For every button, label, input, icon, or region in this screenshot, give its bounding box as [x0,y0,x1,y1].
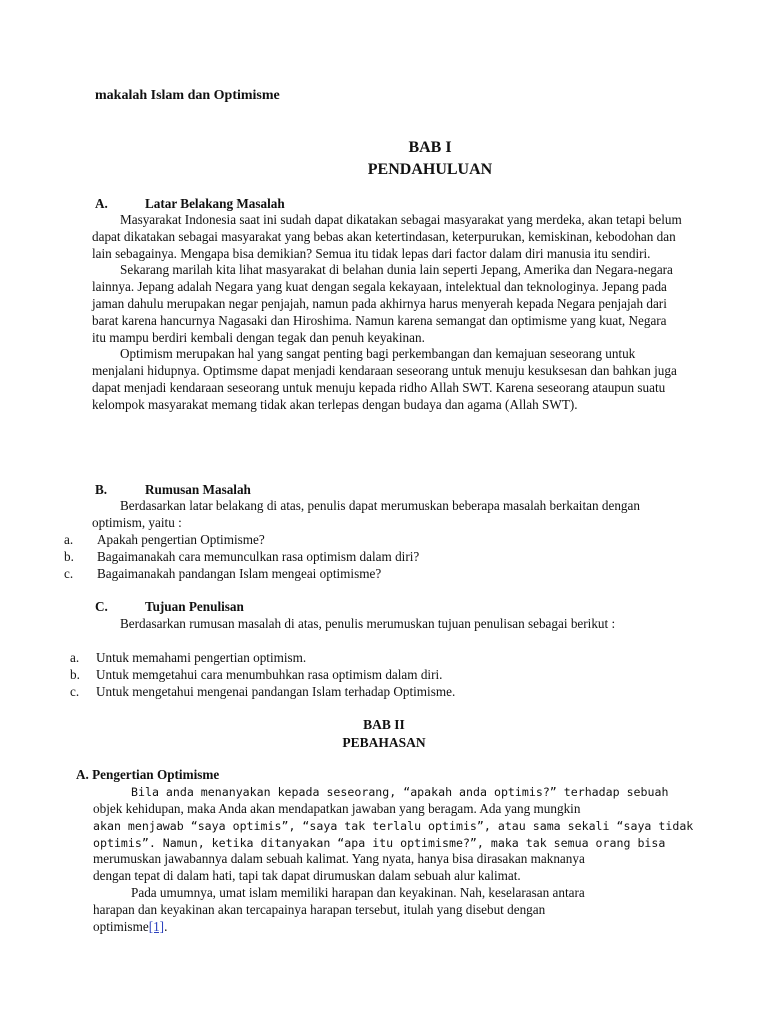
list-item: Apakah pengertian Optimisme? [97,532,265,547]
list-item: Bagaimanakah cara memunculkan rasa optimism dalam diri? [97,549,420,564]
list-item-label: c. [70,684,80,699]
section-b-letter: B. [95,482,108,497]
section-b-heading: Rumusan Masalah [145,482,251,497]
section-a-body [92,212,682,414]
text-line: harapan dan keyakinan akan tercapainya harapan tersebut, itulah yang disebut dengan [93,902,546,917]
text-line-last [93,919,167,936]
list-item-label: b. [64,549,74,564]
document-title: makalah Islam dan Optimisme [95,88,280,103]
paragraph: Sekarang marilah kita lihat masyarakat di belahan dunia lain seperti Jepang, Amerika dan Negara-negara lainnya. Jepang adalah Negara yang kuat dengan segala kekayaan, intelektual dan teknologinya. Jepang pada jaman dahulu merupakan negar penjajah, namun pada akhirnya harus menyerah kepada Negara penjajah dari barat karena hancurnya Nagasaki dan Hiroshima. Namun karena semangat dan optimisme yang kuat, Negara itu mampu berdiri kembali dengan tegak dan penuh keyakinan. [92,262,673,345]
text-line: optimis”. Namun, ketika ditanyakan “apa itu optimisme?”, maka tak semua orang bisa [93,836,666,850]
text-line: objek kehidupan, maka Anda akan mendapatkan jawaban yang beragam. Ada yang mungkin [93,801,581,816]
list-item: Untuk memgetahui cara menumbuhkan rasa optimism dalam diri. [96,667,443,682]
text-line: Pada umumnya, umat islam memiliki harapan dan keyakinan. Nah, keselarasan antara [131,885,585,900]
text-line: Bila anda menanyakan kepada seseorang, “apakah anda optimis?” terhadap sebuah [131,785,669,799]
section-b-intro [92,498,682,532]
list-item-label: a. [70,650,80,665]
paragraph: Optimism merupakan hal yang sangat penting bagi perkembangan dan kemajuan seseorang untuk menjalani hidupnya. Optimsme dapat menjadi kendaraan seseorang untuk menuju kesuksesan dan bahkan juga dapat menjadi kendaraan seseorang untuk menuju kepada ridho Allah SWT. Karena seseorang ataupun suatu kelompok masyarakat memang tidak akan terlepas dengan budaya dan agama (Allah SWT). [92,346,677,412]
paragraph: Berdasarkan rumusan masalah di atas, penulis merumuskan tujuan penulisan sebagai berikut : [120,616,616,631]
chapter-1-title: PENDAHULUAN [367,161,493,178]
chapter-1-number: BAB I [408,139,452,156]
list-item-label: a. [64,532,74,547]
section-a2-heading: A. Pengertian Optimisme [76,767,220,782]
text-line: merumuskan jawabannya dalam sebuah kalimat. Yang nyata, hanya bisa dirasakan maknanya [93,851,585,866]
list-item-label: c. [64,566,74,581]
text-line: akan menjawab “saya optimis”, “saya tak terlalu optimis”, atau sama sekali “saya tidak [93,819,694,833]
list-item: Bagaimanakah pandangan Islam mengeai optimisme? [97,566,382,581]
footnote-link[interactable]: [1] [148,919,165,934]
list-item: Untuk mengetahui mengenai pandangan Islam terhadap Optimisme. [96,684,456,699]
section-a-heading: Latar Belakang Masalah [145,196,285,211]
list-item: Untuk memahami pengertian optimism. [96,650,307,665]
chapter-2-title: PEBAHASAN [342,735,426,750]
section-c-letter: C. [95,599,108,614]
paragraph: Masyarakat Indonesia saat ini sudah dapat dikatakan sebagai masyarakat yang merdeka, akan tetapi belum dapat dikatakan sebagai masyarakat yang bebas akan ketertindasan, keterpurukan, kemiskinan, kebodohan dan lain sebagainya. Mengapa bisa demikian? Semua itu tidak lepas dari factor dalam diri manusia itu sendiri. [92,212,682,261]
chapter-2-number: BAB II [363,717,405,732]
text-line: dengan tepat di dalam hati, tapi tak dapat dirumuskan dalam sebuah alur kalimat. [93,868,521,883]
section-a-letter: A. [95,196,108,211]
paragraph: Berdasarkan latar belakang di atas, penulis dapat merumuskan beberapa masalah berkaitan dengan optimism, yaitu : [92,498,640,530]
list-item-label: b. [70,667,80,682]
text-fragment: . [164,919,168,934]
section-c-heading: Tujuan Penulisan [145,599,244,614]
section-c-intro [92,616,682,633]
text-fragment: optimisme [93,919,149,934]
